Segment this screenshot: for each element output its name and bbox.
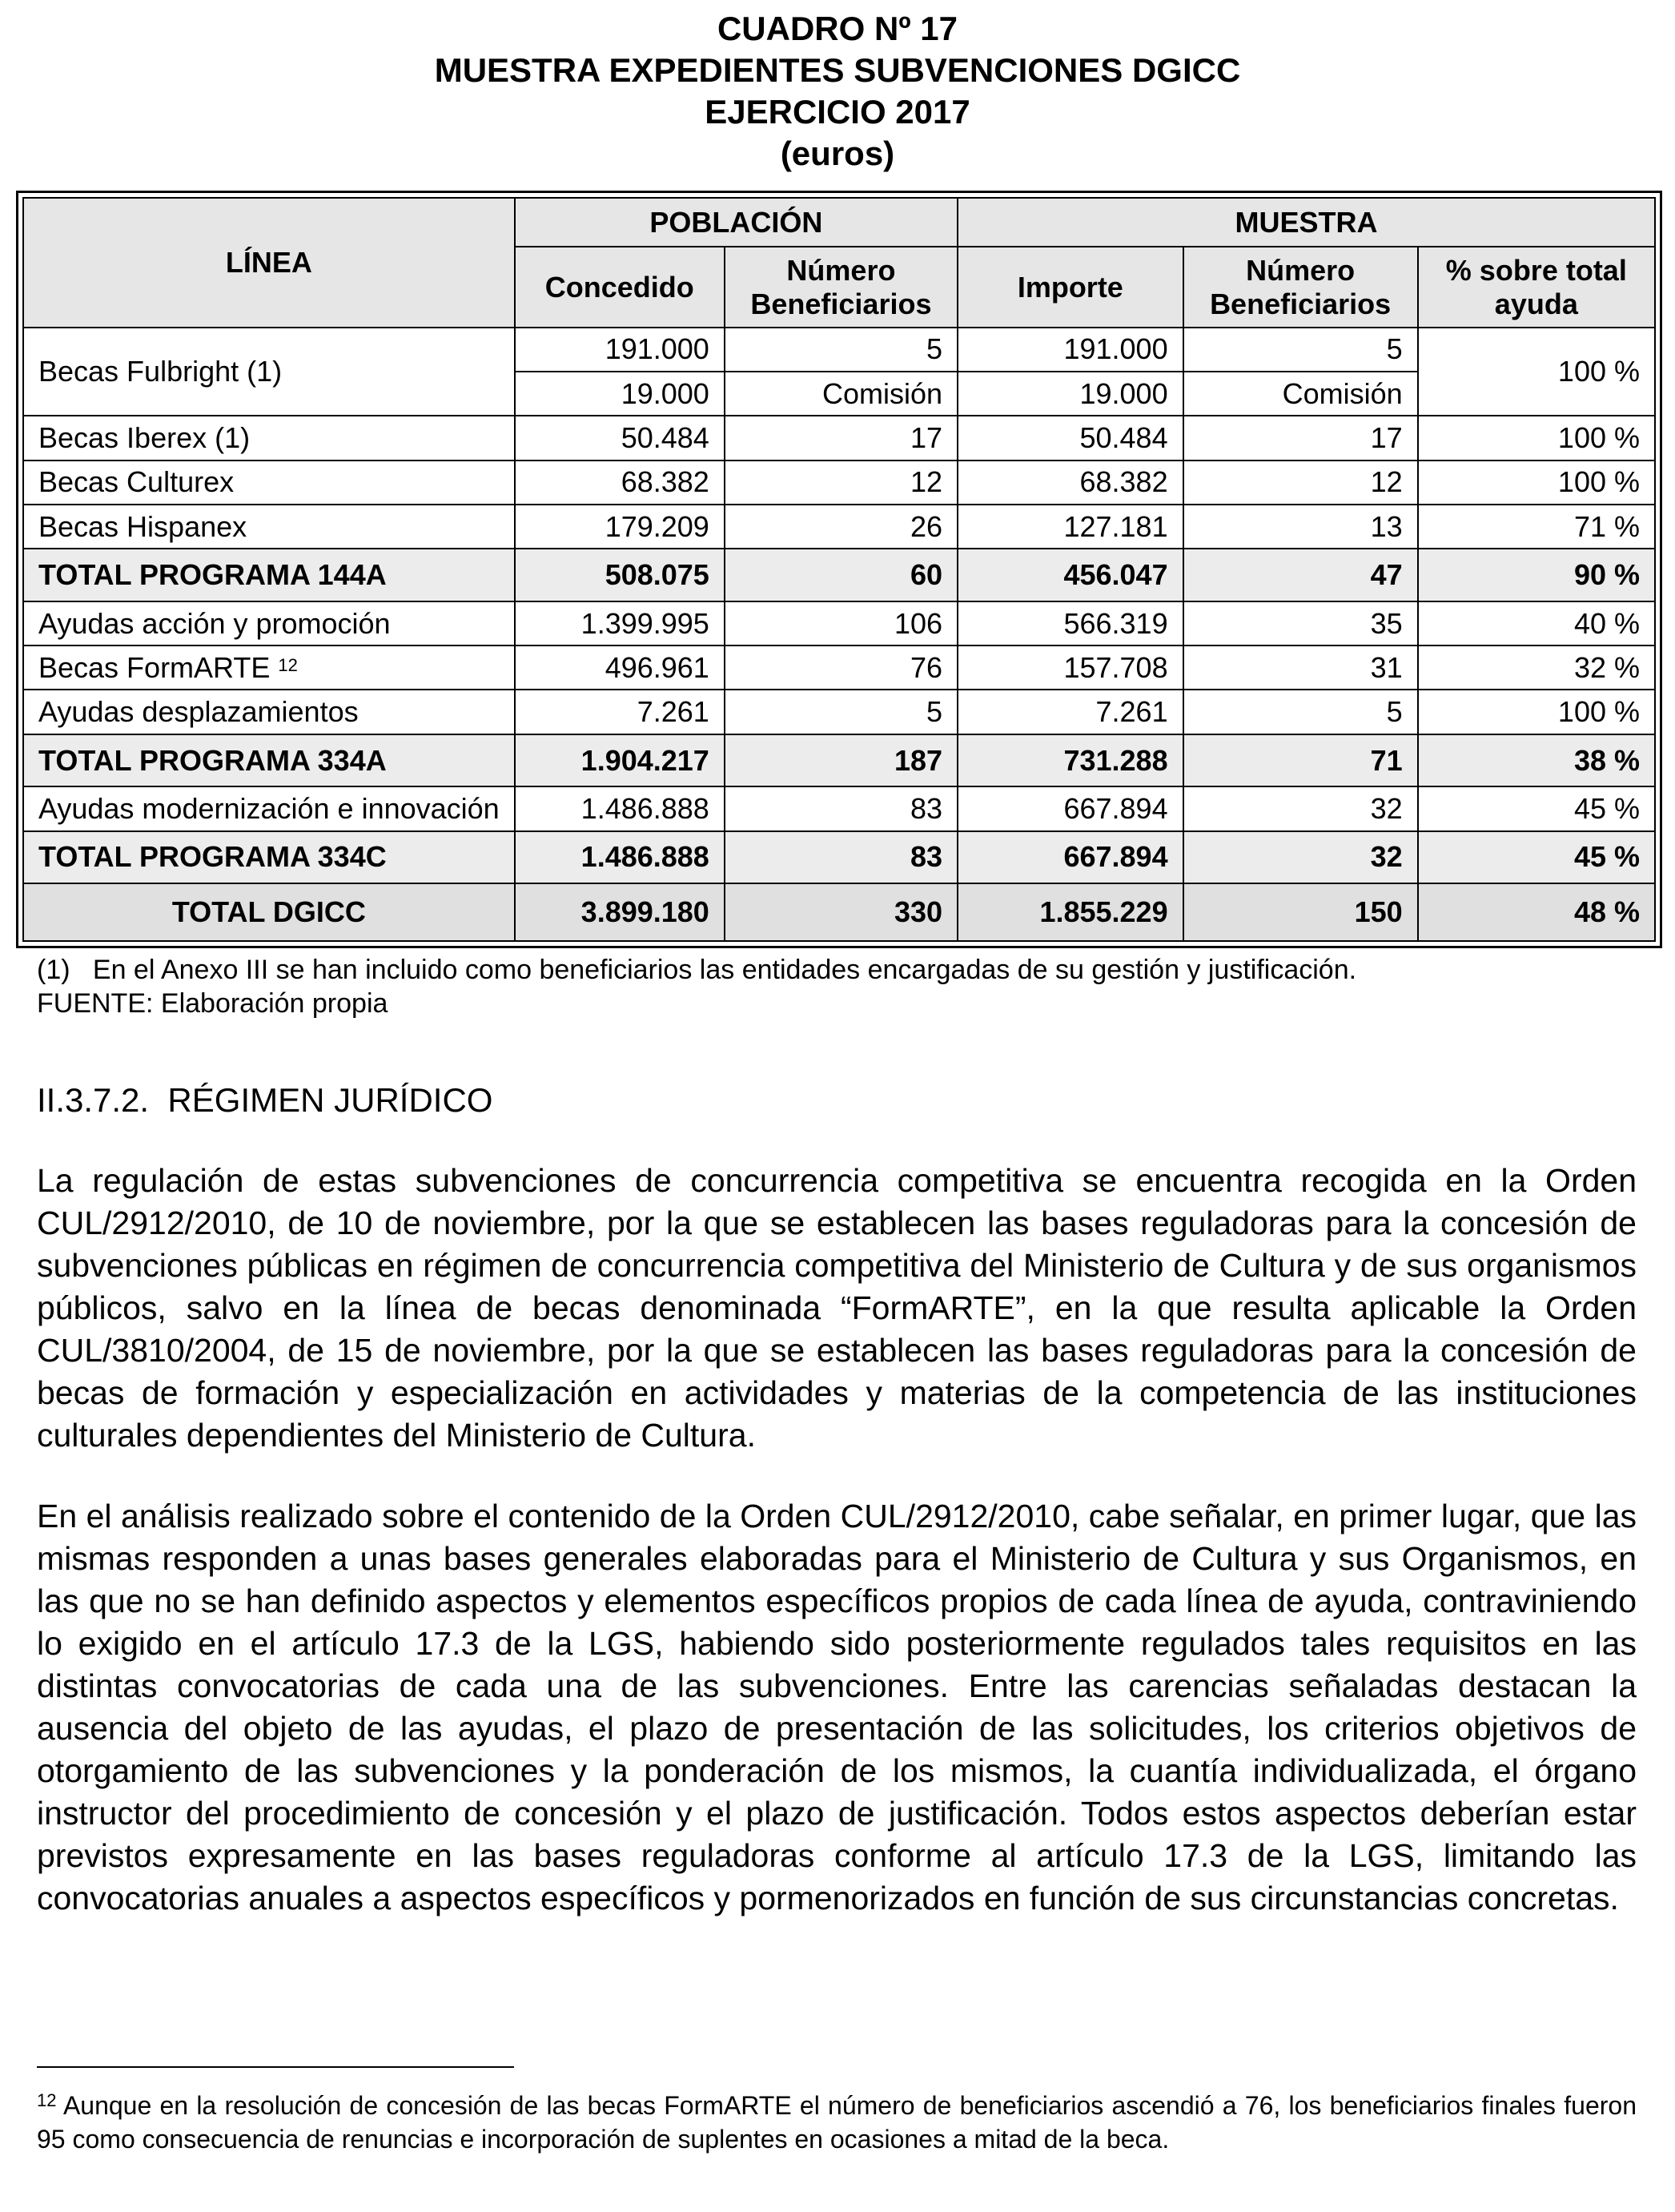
section-heading: II.3.7.2. RÉGIMEN JURÍDICO [37,1081,493,1119]
header-num-beneficiarios: Número Beneficiarios [725,247,958,327]
row-label-text: Ayudas desplazamientos [38,695,359,729]
cell-importe: 667.894 [958,786,1183,831]
cell-importe: 157.708 [958,646,1183,690]
footnote-mark: 12 [37,2090,57,2110]
cell-pct: 40 % [1418,601,1655,646]
cell-num-beneficiarios: 12 [725,460,958,505]
cell-pct: 38 % [1418,734,1655,787]
cell-num-beneficiarios-muestra: 35 [1183,601,1418,646]
table-row [23,734,1655,787]
header-poblacion: POBLACIÓN [515,198,958,247]
cell-num-beneficiarios: 330 [725,883,958,941]
cell-num-beneficiarios-muestra: 31 [1183,646,1418,690]
cell-concedido: 496.961 [515,646,725,690]
cell-importe: 127.181 [958,505,1183,549]
cell-pct: 71 % [1418,505,1655,549]
paragraph-2: En el análisis realizado sobre el contenido de la Orden CUL/2912/2010, cabe señalar, en primer lugar, que las mismas responden a unas bases generales elaboradas para el Ministerio de Cultura y sus Organismos, en las que no se han definido aspectos y elementos específicos propios de cada línea de ayuda, contraviniendo lo exigido en el artículo 17.3 de la LGS, habiendo sido posteriormente regulados tales requisitos en las distintas convocatorias de cada una de las subvenciones. Entre las carencias señaladas destacan la ausencia del objeto de las ayudas, el plazo de presentación de las solicitudes, los criterios objetivos de otorgamiento de las subvenciones y la ponderación de los mismos, la cuantía individualizada, el órgano instructor del procedimiento de concesión y el plazo de justificación. Todos estos aspectos deberían estar previstos expresamente en las bases reguladoras conforme al artículo 17.3 de la LGS, limitando las convocatorias anuales a aspectos específicos y pormenorizados en función de sus circunstancias concretas. [37,1498,1637,1916]
table-row [23,690,1655,734]
table-notes [37,953,1638,1020]
cell-importe: 1.855.229 [958,883,1183,941]
cell-importe: 50.484 [958,416,1183,460]
row-label [23,690,515,734]
row-label-text: Becas Hispanex [38,509,247,543]
cell-importe: 7.261 [958,690,1183,734]
row-label-text: Ayudas acción y promoción [38,606,391,640]
header-concedido: Concedido [515,247,725,327]
table-row [23,786,1655,831]
cell-importe: 566.319 [958,601,1183,646]
cell-concedido: 50.484 [515,416,725,460]
cell-num-beneficiarios: 83 [725,786,958,831]
cell-importe: 731.288 [958,734,1183,787]
cell-pct: 48 % [1418,883,1655,941]
cell-concedido: 68.382 [515,460,725,505]
cell-num-beneficiarios-muestra: 32 [1183,786,1418,831]
header-num-beneficiarios: Número Beneficiarios [1183,247,1418,327]
cell-importe: 456.047 [958,549,1183,601]
cell-pct: 45 % [1418,831,1655,884]
table-row [23,883,1655,941]
cell-num-beneficiarios: 5 [725,328,958,372]
cell-importe: 19.000 [958,372,1183,416]
cell-concedido: 179.209 [515,505,725,549]
table-row [23,549,1655,601]
cell-num-beneficiarios-muestra: 32 [1183,831,1418,884]
cell-num-beneficiarios: 5 [725,690,958,734]
row-label-text: TOTAL PROGRAMA 334A [38,743,387,777]
cell-num-beneficiarios-muestra: 17 [1183,416,1418,460]
table-row [23,646,1655,690]
cell-pct: 32 % [1418,646,1655,690]
cell-num-beneficiarios: 60 [725,549,958,601]
cell-concedido: 1.904.217 [515,734,725,787]
row-label [23,460,515,505]
cell-num-beneficiarios: 26 [725,505,958,549]
table-row [23,831,1655,884]
row-label [23,505,515,549]
table-row [23,505,1655,549]
cell-pct: 45 % [1418,786,1655,831]
cell-concedido: 1.399.995 [515,601,725,646]
cell-num-beneficiarios-muestra: 13 [1183,505,1418,549]
header-pct-total: % sobre total ayuda [1418,247,1655,327]
source-note: FUENTE: Elaboración propia [37,988,388,1019]
cell-concedido: 1.486.888 [515,831,725,884]
table-row [23,460,1655,505]
cell-concedido: 7.261 [515,690,725,734]
cell-concedido: 19.000 [515,372,725,416]
cell-num-beneficiarios-muestra: Comisión [1183,372,1418,416]
row-label-text: Ayudas modernización e innovación [38,791,500,825]
footnote-divider [37,2066,514,2068]
row-label-text: TOTAL DGICC [171,895,366,929]
title-line-2: MUESTRA EXPEDIENTES SUBVENCIONES DGICC [434,51,1241,89]
title-line-1: CUADRO Nº 17 [717,10,958,47]
row-label-text: Becas Culturex [38,465,235,499]
row-label-text: Becas Iberex (1) [38,421,251,455]
row-label [23,734,515,787]
row-label [23,831,515,884]
cell-num-beneficiarios: Comisión [725,372,958,416]
note-1: (1) En el Anexo III se han incluido como beneficiarios las entidades encargadas de su gestión y justificación. [37,955,1357,985]
cell-num-beneficiarios: 187 [725,734,958,787]
table-frame [16,191,1662,948]
row-label [23,549,515,601]
footnote [37,2084,1637,2156]
cell-concedido: 3.899.180 [515,883,725,941]
title-line-3: EJERCICIO 2017 [705,93,970,131]
cell-num-beneficiarios-muestra: 5 [1183,690,1418,734]
cell-importe: 68.382 [958,460,1183,505]
row-label [23,883,515,941]
cell-concedido: 191.000 [515,328,725,372]
row-label-text: TOTAL PROGRAMA 144A [38,558,387,592]
header-importe: Importe [958,247,1183,327]
cell-pct: 100 % [1418,416,1655,460]
header-linea: LÍNEA [23,198,515,328]
cell-pct: 90 % [1418,549,1655,601]
cell-num-beneficiarios-muestra: 71 [1183,734,1418,787]
header-muestra: MUESTRA [958,198,1655,247]
cell-num-beneficiarios-muestra: 150 [1183,883,1418,941]
cell-importe: 667.894 [958,831,1183,884]
cell-num-beneficiarios-muestra: 47 [1183,549,1418,601]
row-label-text: TOTAL PROGRAMA 334C [38,840,387,874]
table-row [23,601,1655,646]
cell-num-beneficiarios: 106 [725,601,958,646]
footnote-ref: 12 [278,654,298,675]
cell-concedido: 508.075 [515,549,725,601]
cell-num-beneficiarios: 83 [725,831,958,884]
cell-num-beneficiarios-muestra: 5 [1183,328,1418,372]
cell-importe: 191.000 [958,328,1183,372]
row-label [23,786,515,831]
data-table [22,197,1656,942]
row-label [23,601,515,646]
row-label-text: Becas FormARTE [38,650,271,684]
table-row [23,416,1655,460]
cell-num-beneficiarios: 17 [725,416,958,460]
table-row [23,328,1655,372]
title-line-4: (euros) [780,135,895,172]
cell-num-beneficiarios-muestra: 12 [1183,460,1418,505]
row-label [23,646,515,690]
cell-pct: 100 % [1418,690,1655,734]
row-label: Becas Fulbright (1) [23,328,515,416]
row-label [23,416,515,460]
footnote-text: Aunque en la resolución de concesión de las becas FormARTE el número de beneficiarios ascendió a 76, los beneficiarios finales fueron 95 como consecuencia de renuncias e incorporación de suplentes en ocasiones a mitad de la beca. [37,2091,1637,2154]
cell-num-beneficiarios: 76 [725,646,958,690]
paragraph-1: La regulación de estas subvenciones de concurrencia competitiva se encuentra recogida en la Orden CUL/2912/2010, de 10 de noviembre, por la que se establecen las bases reguladoras para la concesión de subvenciones públicas en régimen de concurrencia competitiva del Ministerio de Cultura y de sus organismos públicos, salvo en la línea de becas denominada “FormARTE”, en la que resulta aplicable la Orden CUL/3810/2004, de 15 de noviembre, por la que se establecen las bases reguladoras para la concesión de becas de formación y especialización en actividades y materias de la competencia de las instituciones culturales dependientes del Ministerio de Cultura. [37,1162,1637,1454]
cell-pct: 100 % [1418,328,1655,416]
table-title [0,8,1675,175]
cell-concedido: 1.486.888 [515,786,725,831]
cell-pct: 100 % [1418,460,1655,505]
